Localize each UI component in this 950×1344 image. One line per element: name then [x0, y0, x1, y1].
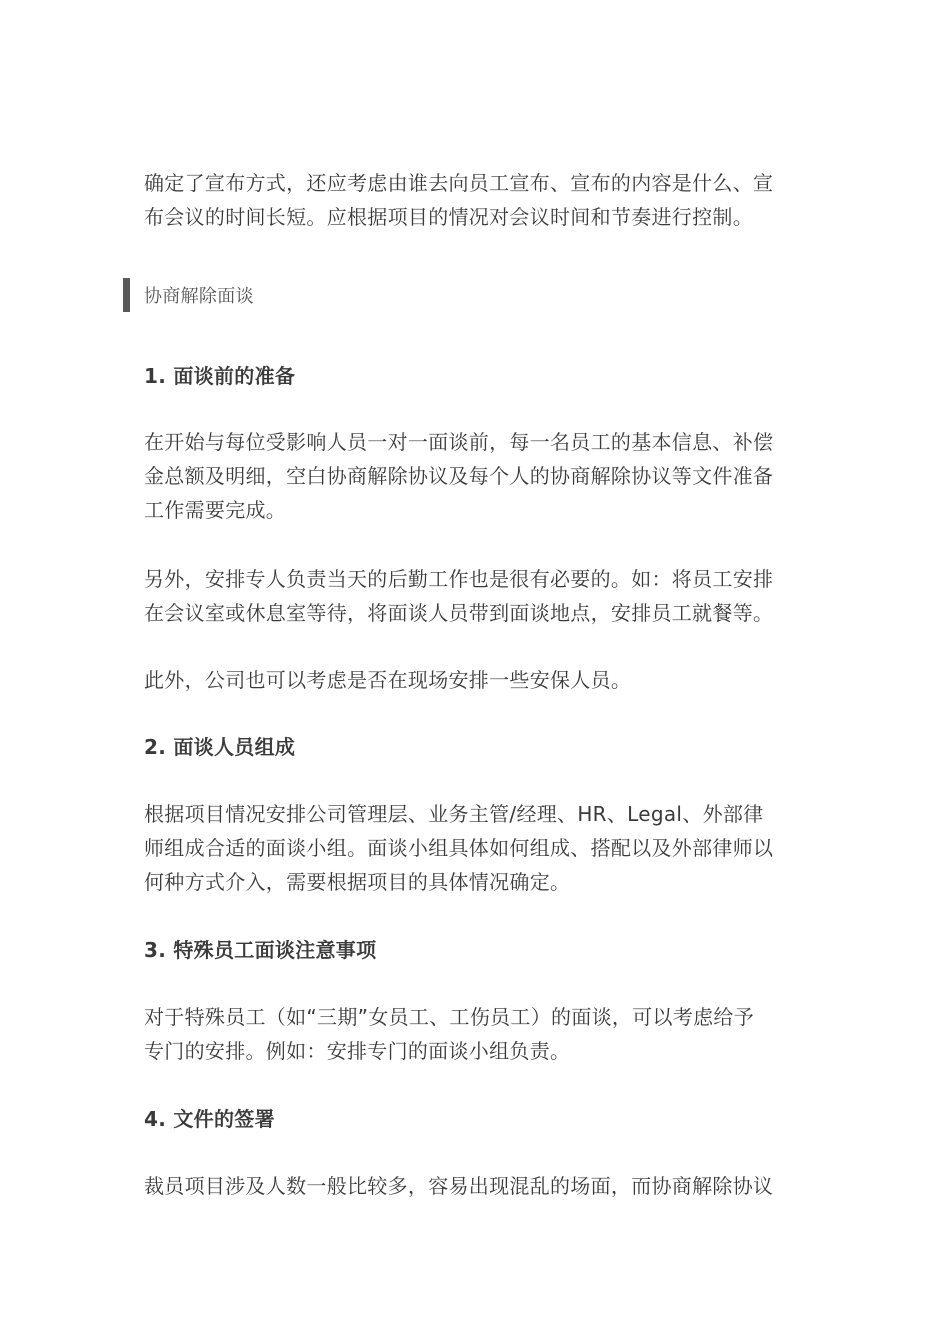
paragraph: [144, 1169, 810, 1203]
section-marker-bar: [123, 278, 130, 312]
paragraph: [144, 1000, 810, 1068]
text-line: 师组成合适的面谈小组。面谈小组具体如何组成、搭配以及外部律师以: [144, 836, 774, 860]
text-line: 工作需要完成。: [144, 498, 287, 522]
text-line: 确定了宣布方式，还应考虑由谁去向员工宣布、宣布的内容是什么、宣: [144, 171, 774, 195]
text-line: 布会议的时间长短。应根据项目的情况对会议时间和节奏进行控制。: [144, 205, 753, 229]
paragraph: [144, 425, 810, 527]
subheading-special-employees: 3. 特殊员工面谈注意事项: [144, 938, 377, 962]
subheading-preparation: 1. 面谈前的准备: [144, 364, 296, 388]
paragraph: [144, 562, 810, 630]
paragraph: [144, 663, 810, 697]
section-title: 协商解除面谈: [144, 286, 254, 307]
text-line: 何种方式介入，需要根据项目的具体情况确定。: [144, 870, 571, 894]
text-line: 裁员项目涉及人数一般比较多，容易出现混乱的场面，而协商解除协议: [144, 1174, 774, 1198]
text-line: 根据项目情况安排公司管理层、业务主管/经理、HR、Legal、外部律: [144, 802, 764, 826]
text-line: 在开始与每位受影响人员一对一面谈前，每一名员工的基本信息、补偿: [144, 430, 774, 454]
text-line: 在会议室或休息室等待，将面谈人员带到面谈地点，安排员工就餐等。: [144, 601, 774, 625]
subheading-interview-team: 2. 面谈人员组成: [144, 735, 296, 759]
section-header: [123, 278, 254, 312]
paragraph: [144, 797, 810, 899]
intro-paragraph: [144, 166, 810, 234]
text-line: 金总额及明细，空白协商解除协议及每个人的协商解除协议等文件准备: [144, 464, 774, 488]
text-line: 对于特殊员工（如“三期”女员工、工伤员工）的面谈，可以考虑给予: [144, 1005, 755, 1029]
text-line: 此外，公司也可以考虑是否在现场安排一些安保人员。: [144, 668, 632, 692]
text-line: 专门的安排。例如：安排专门的面谈小组负责。: [144, 1039, 571, 1063]
subheading-document-signing: 4. 文件的签署: [144, 1107, 275, 1131]
text-line: 另外，安排专人负责当天的后勤工作也是很有必要的。如：将员工安排: [144, 567, 774, 591]
